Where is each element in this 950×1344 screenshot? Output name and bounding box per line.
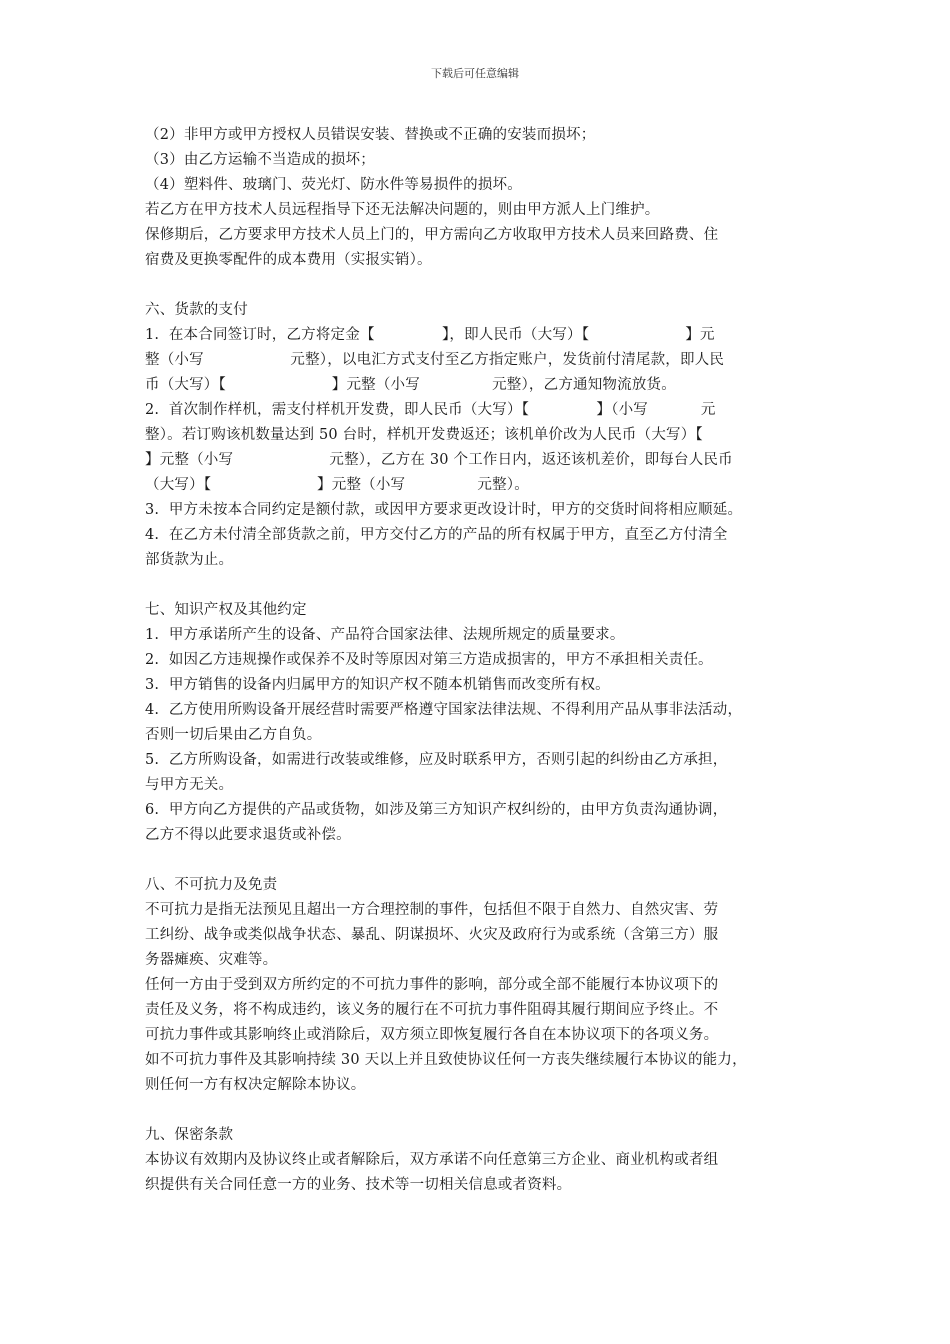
paragraph-line: 4. 乙方使用所购设备开展经营时需要严格遵守国家法律法规、不得利用产品从事非法活动， bbox=[145, 702, 743, 718]
paragraph-line: 部货款为止。 bbox=[145, 552, 234, 568]
paragraph-line: 3. 甲方未按本合同约定是额付款，或因甲方要求更改设计时，甲方的交货时间将相应顺延。 bbox=[145, 502, 743, 518]
paragraph-line: 工纠纷、战争或类似战争状态、暴乱、阴谋损坏、火灾及政府行为或系统（含第三方）服 bbox=[145, 927, 719, 943]
paragraph-line: 宿费及更换零配件的成本费用（实报实销）。 bbox=[145, 252, 432, 268]
section-title: 八、不可抗力及免责 bbox=[145, 877, 278, 893]
paragraph-line: 若乙方在甲方技术人员远程指导下还无法解决问题的，则由甲方派人上门维护。 bbox=[145, 202, 660, 218]
paragraph-line: 】元整（小写 元整），乙方在 30 个工作日内，返还该机差价，即每台人民币 bbox=[145, 452, 733, 468]
section-title: 七、知识产权及其他约定 bbox=[145, 602, 307, 618]
paragraph-line: 保修期后，乙方要求甲方技术人员上门的，甲方需向乙方收取甲方技术人员来回路费、住 bbox=[145, 227, 719, 243]
paragraph-line: （3）由乙方运输不当造成的损坏； bbox=[145, 152, 375, 168]
paragraph-line: 织提供有关合同任意一方的业务、技术等一切相关信息或者资料。 bbox=[145, 1177, 572, 1193]
paragraph-line: 2. 如因乙方违规操作或保养不及时等原因对第三方造成损害的，甲方不承担相关责任。 bbox=[145, 652, 713, 668]
paragraph-line: 3. 甲方销售的设备内归属甲方的知识产权不随本机销售而改变所有权。 bbox=[145, 677, 610, 693]
page-header: 下载后可任意编辑 bbox=[431, 67, 519, 80]
paragraph-line: 整（小写 元整），以电汇方式支付至乙方指定账户，发货前付清尾款，即人民 bbox=[145, 352, 725, 368]
paragraph-line: 2. 首次制作样机，需支付样机开发费，即人民币（大写）【 】（小写 元 bbox=[145, 402, 716, 418]
section-6-payment bbox=[145, 298, 811, 573]
spacer bbox=[145, 573, 811, 598]
paragraph-line: 整）。若订购该机数量达到 50 台时，样机开发费返还；该机单价改为人民币（大写）【 bbox=[145, 427, 703, 443]
section-5-tail bbox=[145, 123, 811, 273]
spacer bbox=[145, 848, 811, 873]
paragraph-line: 与甲方无关。 bbox=[145, 777, 234, 793]
paragraph-line: 务器瘫痪、灾难等。 bbox=[145, 952, 278, 968]
paragraph-line: （大写）【 】元整（小写 元整）。 bbox=[145, 477, 529, 493]
paragraph-line: 1. 甲方承诺所产生的设备、产品符合国家法律、法规所规定的质量要求。 bbox=[145, 627, 625, 643]
section-8-force-majeure bbox=[145, 873, 811, 1098]
paragraph-line: （4）塑料件、玻璃门、荧光灯、防水件等易损件的损坏。 bbox=[145, 177, 522, 193]
paragraph-line: 6. 甲方向乙方提供的产品或货物，如涉及第三方知识产权纠纷的，由甲方负责沟通协调， bbox=[145, 802, 728, 818]
section-title: 六、货款的支付 bbox=[145, 302, 248, 318]
spacer bbox=[145, 1098, 811, 1123]
paragraph-line: （2）非甲方或甲方授权人员错误安装、替换或不正确的安装而损坏； bbox=[145, 127, 596, 143]
section-title: 九、保密条款 bbox=[145, 1127, 234, 1143]
paragraph-line: 可抗力事件或其影响终止或消除后，双方须立即恢复履行各自在本协议项下的各项义务。 bbox=[145, 1027, 719, 1043]
paragraph-line: 如不可抗力事件及其影响持续 30 天以上并且致使协议任何一方丧失继续履行本协议的能力， bbox=[145, 1052, 747, 1068]
document-body bbox=[145, 123, 811, 1198]
paragraph-line: 乙方不得以此要求退货或补偿。 bbox=[145, 827, 351, 843]
paragraph-line: 责任及义务，将不构成违约，该义务的履行在不可抗力事件阻碍其履行期间应予终止。不 bbox=[145, 1002, 719, 1018]
paragraph-line: 否则一切后果由乙方自负。 bbox=[145, 727, 322, 743]
section-7-ip bbox=[145, 598, 811, 848]
paragraph-line: 5. 乙方所购设备，如需进行改装或维修，应及时联系甲方，否则引起的纠纷由乙方承担， bbox=[145, 752, 728, 768]
paragraph-line: 不可抗力是指无法预见且超出一方合理控制的事件，包括但不限于自然力、自然灾害、劳 bbox=[145, 902, 719, 918]
paragraph-line: 本协议有效期内及协议终止或者解除后，双方承诺不向任意第三方企业、商业机构或者组 bbox=[145, 1152, 719, 1168]
section-9-confidentiality bbox=[145, 1123, 811, 1198]
spacer bbox=[145, 273, 811, 298]
paragraph-line: 4. 在乙方未付清全部货款之前，甲方交付乙方的产品的所有权属于甲方，直至乙方付清全 bbox=[145, 527, 728, 543]
paragraph-line: 币（大写）【 】元整（小写 元整），乙方通知物流放货。 bbox=[145, 377, 676, 393]
paragraph-line: 1. 在本合同签订时，乙方将定金【 】，即人民币（大写）【 】元 bbox=[145, 327, 715, 343]
paragraph-line: 任何一方由于受到双方所约定的不可抗力事件的影响，部分或全部不能履行本协议项下的 bbox=[145, 977, 719, 993]
paragraph-line: 则任何一方有权决定解除本协议。 bbox=[145, 1077, 366, 1093]
